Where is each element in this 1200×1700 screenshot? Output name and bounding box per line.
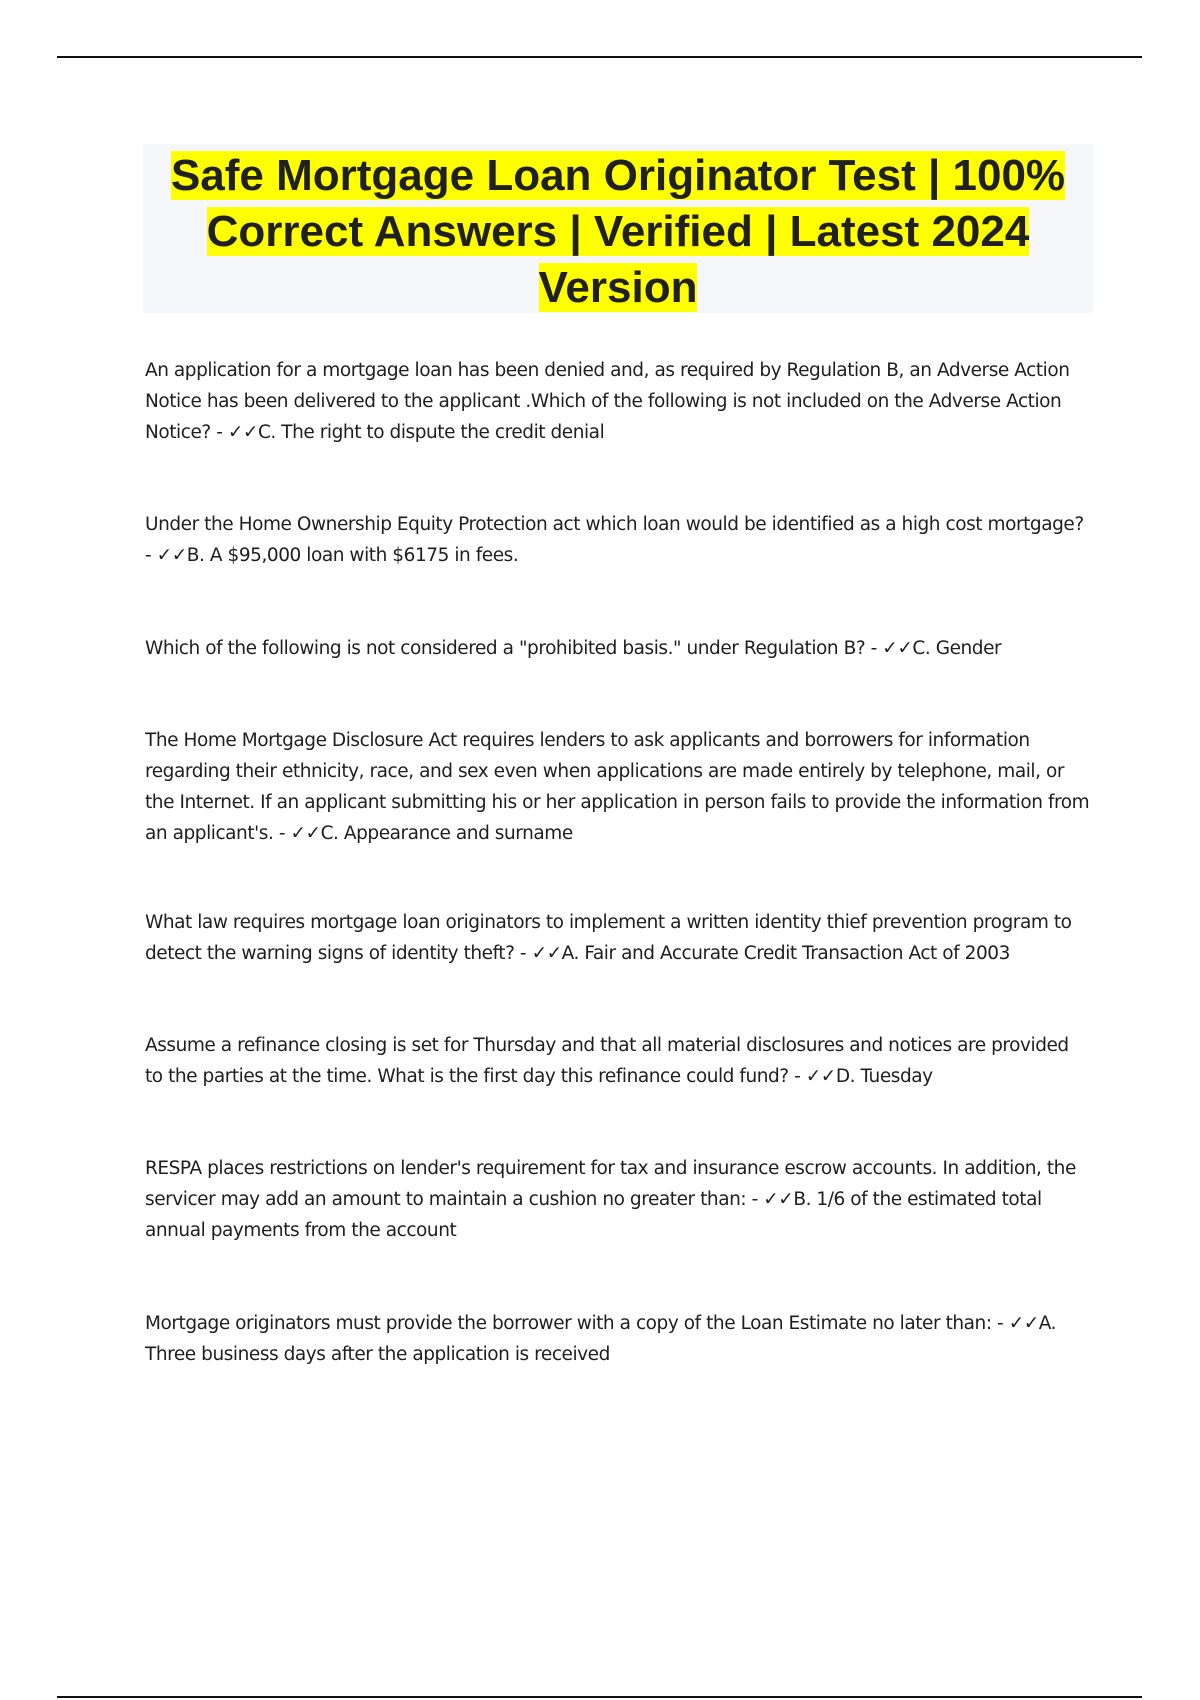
question-item-4: The Home Mortgage Disclosure Act requires lenders to ask applicants and borrowers for information regarding their ethnicity, race, and sex even when applications are made entirely by telephone, mail, or the Internet. If an applicant submitting his or her application in person fails to provide the information from an applicant's. - ✓✓C. Appearance and surname — [145, 730, 1090, 844]
question-item-8: Mortgage originators must provide the borrower with a copy of the Loan Estimate no later than: - ✓✓A. Three business days after the application is received — [145, 1313, 1057, 1365]
title-box — [143, 144, 1093, 313]
question-item-6: Assume a refinance closing is set for Thursday and that all material disclosures and notices are provided to the parties at the time. What is the first day this refinance could fund? - ✓✓D. Tuesday — [145, 1035, 1069, 1087]
question-item-5: What law requires mortgage loan originators to implement a written identity thief prevention program to detect the warning signs of identity theft? - ✓✓A. Fair and Accurate Credit Transaction Act of 2003 — [145, 912, 1072, 964]
bottom-rule — [57, 1696, 1142, 1698]
top-rule — [57, 56, 1142, 58]
question-item-1: An application for a mortgage loan has been denied and, as required by Regulation B, an Adverse Action Notice has been delivered to the applicant .Which of the following is not included on the Adverse Action Notice? - ✓✓C. The right to dispute the credit denial — [145, 360, 1070, 443]
question-item-3: Which of the following is not considered a "prohibited basis." under Regulation B? - ✓✓C. Gender — [145, 638, 1002, 659]
question-item-2: Under the Home Ownership Equity Protection act which loan would be identified as a high cost mortgage? - ✓✓B. A $95,000 loan with $6175 in fees. — [145, 514, 1084, 566]
question-item-7: RESPA places restrictions on lender's requirement for tax and insurance escrow accounts. In addition, the servicer may add an amount to maintain a cushion no greater than: - ✓✓B. 1/6 of the estimated total annual payments from the account — [145, 1158, 1076, 1241]
document-title — [143, 144, 1093, 316]
document-title-highlight: Safe Mortgage Loan Originator Test | 100% Correct Answers | Verified | Latest 2024 Version — [170, 151, 1066, 312]
